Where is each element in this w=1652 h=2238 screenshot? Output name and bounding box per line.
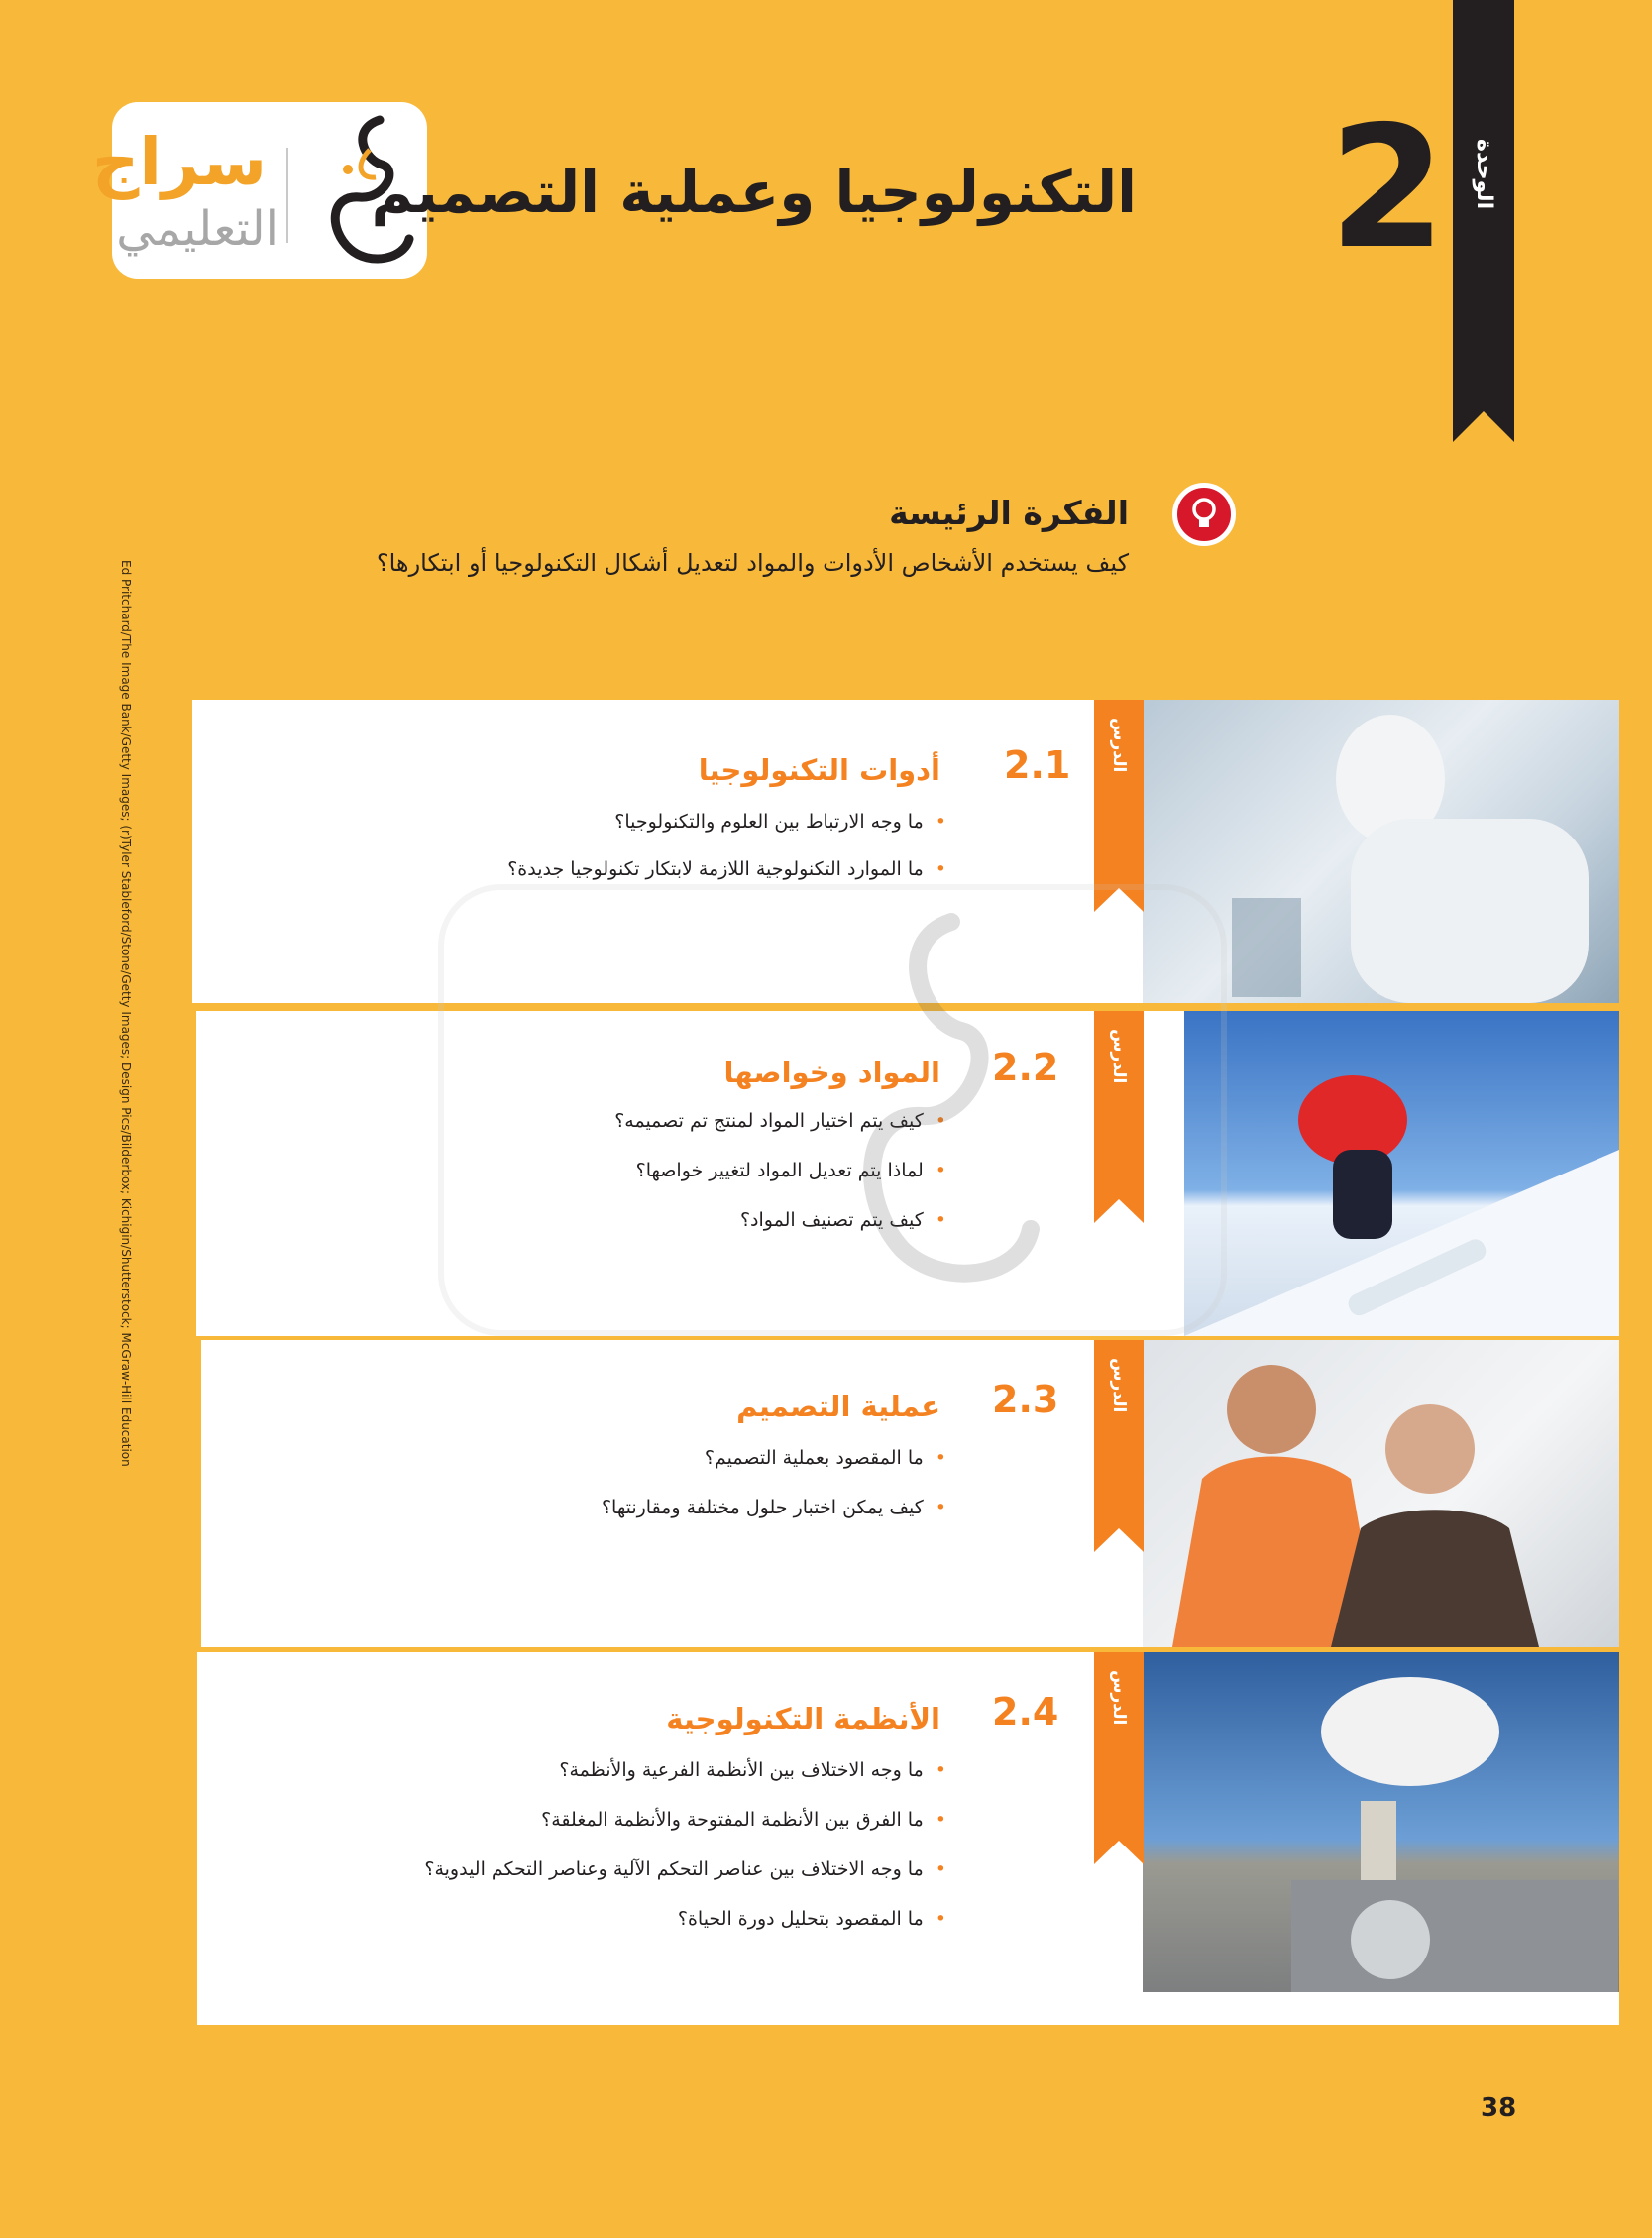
lesson-question: • ما المقصود بعملية التصميم؟ (705, 1447, 946, 1469)
lesson-question: • ما الفرق بين الأنظمة المفتوحة والأنظمة المغلقة؟ (541, 1809, 946, 1831)
lesson-question: • ما الموارد التكنولوجية اللازمة لابتكار تكنولوجيا جديدة؟ (507, 858, 946, 880)
logo-top-word: سراج (91, 124, 267, 200)
big-idea-title: الفكرة الرئيسة (889, 494, 1129, 532)
lesson-question: • ما وجه الاختلاف بين الأنظمة الفرعية والأنظمة؟ (559, 1759, 946, 1781)
lesson-tab-label: الدرس (1109, 1670, 1129, 1726)
chapter-ribbon (1453, 0, 1514, 411)
watermark-logo (436, 882, 1229, 1338)
lesson-tab-3 (1094, 1340, 1144, 1528)
lesson-title: عملية التصميم (736, 1390, 940, 1423)
page-number: 38 (1481, 2093, 1517, 2123)
lesson-tab-label: الدرس (1109, 1358, 1129, 1413)
snowboarder-photo (1184, 1011, 1619, 1336)
lesson-title: أدوات التكنولوجيا (698, 753, 940, 787)
lesson-number: 2.3 (992, 1378, 1059, 1421)
ribbon-tail (1453, 411, 1514, 442)
lesson-question: • كيف يمكن اختبار حلول مختلفة ومقارنتها؟ (602, 1497, 946, 1518)
lesson-question: • كيف يتم اختيار المواد لمنتج تم تصميمه؟ (614, 1110, 946, 1132)
lesson-question: • لماذا يتم تعديل المواد لتغيير خواصها؟ (636, 1160, 946, 1181)
photo-credit: Ed Pritchard/The Image Bank/Getty Images; (r)Tyler Stableford/Stone/Getty Images; Design Pics/Bilderbox; Kichigin/Shutterstock; McGraw-Hill Education (119, 560, 133, 1467)
lesson-tab-1 (1094, 700, 1144, 888)
lesson-tab-4 (1094, 1652, 1144, 1841)
lesson-tab-label: الدرس (1109, 1029, 1129, 1084)
logo-divider (286, 148, 288, 243)
lightbulb-icon (1172, 483, 1236, 546)
lesson-number: 2.2 (992, 1046, 1059, 1089)
chapter-title: التكنولوجيا وعملية التصميم (371, 159, 1137, 226)
designers-photo (1143, 1340, 1619, 1647)
chapter-ribbon-label: الوحدة (1472, 139, 1496, 210)
lesson-question: • ما وجه الاختلاف بين عناصر التحكم الآلية وعناصر التحكم اليدوية؟ (424, 1858, 946, 1880)
lesson-number: 2.1 (1004, 743, 1071, 787)
lesson-question: • ما وجه الارتباط بين العلوم والتكنولوجيا؟ (614, 811, 946, 833)
lesson-question: • ما المقصود بتحليل دورة الحياة؟ (678, 1908, 946, 1930)
power-plant-photo (1143, 1652, 1619, 1992)
big-idea-question: كيف يستخدم الأشخاص الأدوات والمواد لتعديل أشكال التكنولوجيا أو ابتكارها؟ (376, 549, 1129, 577)
logo-bottom-word: التعليمي (116, 201, 278, 257)
lesson-tab-label: الدرس (1109, 718, 1129, 773)
lesson-number: 2.4 (992, 1690, 1059, 1734)
lesson-title: المواد وخواصها (723, 1056, 940, 1089)
lesson-title: الأنظمة التكنولوجية (666, 1702, 940, 1735)
chapter-number: 2 (1328, 90, 1447, 286)
lesson-question: • كيف يتم تصنيف المواد؟ (740, 1209, 946, 1231)
